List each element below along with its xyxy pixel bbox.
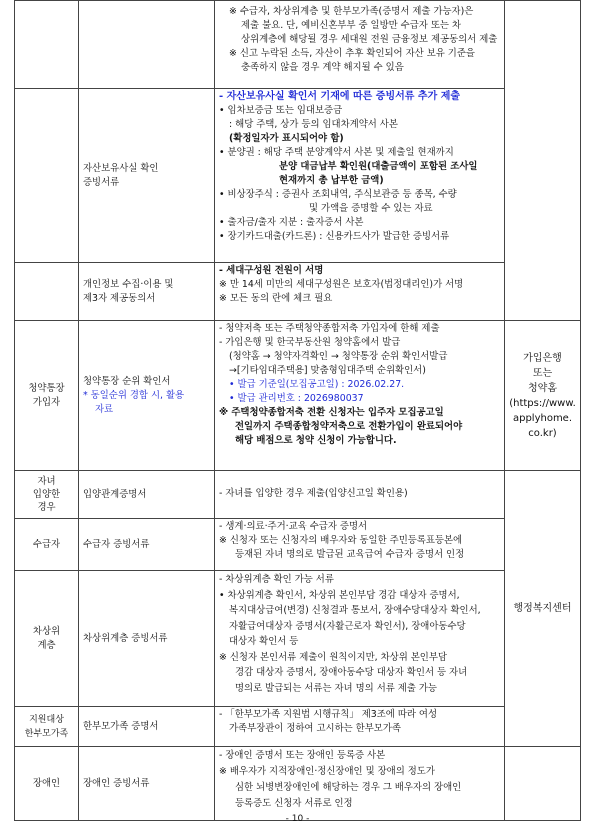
description-cell-adoption (215, 471, 505, 519)
doc-note: 자료 (95, 403, 114, 415)
desc-line: 명의로 발급되는 서류는 자녀 명의 서류 제출 가능 (235, 682, 437, 694)
category-cell-savings (15, 321, 79, 471)
desc-line: (청약홈 → 청약자격확인 → 청약통장 순위 확인서발급 (229, 351, 448, 362)
desc-line: ※ 수급자, 차상위계층 및 한부모가족(증명서 제출 가능자)은 (229, 6, 474, 17)
document-cell-empty (79, 1, 215, 89)
desc-line: - 장애인 증명서 또는 장애인 등록증 사본 (219, 750, 386, 761)
doc-name: 입양관계증명서 (83, 488, 147, 500)
doc-name: 개인정보 수집·이용 및 (83, 278, 174, 290)
category-cell-adoption (15, 471, 79, 519)
desc-line: - 생계·의료·주거·교육 수급자 증명서 (219, 521, 368, 532)
desc-line: 등록증도 신청자 서류로 인정 (235, 798, 353, 809)
issuer-line: 청약홈 (528, 382, 557, 394)
issuer-line: 가입은행 (523, 352, 562, 364)
desc-line: ※ 신청자 본인서류 제출이 원칙이지만, 차상위 본인부담 (219, 651, 447, 663)
desc-line: - 자녀를 입양한 경우 제출(입양신고일 확인용) (219, 488, 408, 499)
issuer-line: 행정복지센터 (513, 602, 572, 614)
desc-line: • 비상장주식 : 증권사 조회내역, 주식보관증 등 종목, 수량 (219, 189, 457, 200)
desc-line: 전일까지 주택종합청약저축으로 전환가입이 완료되어야 (235, 421, 463, 432)
desc-line: 현재까지 총 납부한 금액) (279, 175, 384, 186)
description-cell-recipient (215, 519, 505, 571)
required-documents-table (14, 0, 581, 821)
document-cell-savings (79, 321, 215, 471)
description-cell-disabled (215, 747, 505, 821)
desc-line: • 분양권 : 해당 주택 분양계약서 사본 및 제출일 현재까지 (219, 147, 454, 158)
desc-line: - 세대구성원 전원이 서명 (219, 265, 324, 276)
issuer-cell (505, 1, 581, 321)
table-row-privacy (15, 263, 581, 321)
document-cell-disabled (79, 747, 215, 821)
category-cell-recipient (15, 519, 79, 571)
desc-line: 경감 대상자 증명서, 장애아동수당 대상자 확인서 등 자녀 (235, 667, 468, 678)
document-cell-asset (79, 89, 215, 263)
issuer-line: 또는 (532, 367, 553, 379)
category-label: 입양한 (32, 489, 61, 500)
desc-line: • 임차보증금 또는 임대보증금 (219, 105, 343, 116)
document-table-wrapper (14, 0, 580, 821)
desc-line: • 출자금/출자 지분 : 출자증서 사본 (219, 217, 364, 228)
document-cell-adoption (79, 471, 215, 519)
desc-line: 가족부장관이 정하여 고시하는 한부모가족 (229, 723, 401, 734)
doc-name: 수급자 증빙서류 (83, 538, 150, 550)
desc-line: • 장기카드대출(카드론) : 신용카드사가 발급한 증빙서류 (219, 231, 450, 242)
table-row-nearpoor (15, 571, 581, 707)
issuer-cell-empty (505, 747, 581, 821)
doc-name: 자산보유사실 확인 (83, 162, 159, 174)
desc-line: • 차상위계층 확인서, 차상위 본인부담 경감 대상자 증명서, (219, 589, 460, 601)
category-cell-nearpoor (15, 571, 79, 707)
desc-line: ※ 신청자 또는 신청자의 배우자와 동일한 주민등록표등본에 (219, 535, 463, 546)
description-cell-privacy (215, 263, 505, 321)
doc-note: * 동일순위 경합 시, 활용 (83, 389, 185, 401)
desc-line: (확정일자가 표시되어야 함) (229, 133, 344, 144)
table-row-asset (15, 89, 581, 263)
document-cell-nearpoor (79, 571, 215, 707)
description-cell-single-parent (215, 707, 505, 747)
desc-line: 상위계층에 해당될 경우 세대원 전원 금융정보 제공동의서 제출 (241, 34, 498, 45)
desc-line: : 해당 주택, 상가 등의 임대차계약서 사본 (229, 119, 398, 130)
desc-line: - 차상위계층 확인 가능 서류 (219, 574, 334, 585)
doc-name: 한부모가족 증명서 (83, 720, 159, 732)
desc-line: 자활급여대상자 증명서(자활근로자 확인서), 장애아동수당 (229, 620, 466, 632)
desc-line: 복지대상급여(변경) 신청결과 통보서, 장애수당대상자 확인서, (229, 605, 481, 616)
category-label: 수급자 (32, 538, 61, 550)
desc-line: ※ 신고 누락된 소득, 자산이 추후 확인되어 자산 보유 기준을 (229, 48, 475, 59)
desc-line: 해당 배점으로 청약 신청이 가능합니다. (235, 435, 397, 446)
category-label: 한부모가족 (24, 728, 69, 739)
desc-line: ※ 주택청약종합저축 전환 신청자는 입주자 모집공고일 (219, 407, 444, 418)
table-row-continuation (15, 1, 581, 89)
description-cell (215, 1, 505, 89)
desc-line: 등재된 자녀 명의로 발급된 교육급여 수급자 증명서 인정 (235, 549, 465, 560)
desc-line: 충족하지 않을 경우 계약 해지될 수 있음 (241, 62, 404, 73)
desc-line: ※ 모든 동의 란에 체크 필요 (219, 293, 333, 304)
desc-line: - 청약저축 또는 주택청약종합저축 가입자에 한해 제출 (219, 323, 440, 334)
category-label: 경우 (37, 502, 56, 513)
table-row-adoption (15, 471, 581, 519)
category-label: 차상위 (32, 625, 61, 637)
desc-line: - 「한부모가족 지원법 시행규칙」 제3조에 따라 여성 (219, 709, 438, 720)
document-cell-recipient (79, 519, 215, 571)
category-label: 청약통장 (28, 382, 65, 394)
doc-name: 제3자 제공동의서 (83, 292, 156, 304)
category-cell-empty (15, 263, 79, 321)
desc-line: - 가입은행 및 한국부동산원 청약홈에서 발급 (219, 337, 401, 348)
issuer-cell-welfare (505, 471, 581, 747)
page-number: - 10 - (285, 814, 310, 824)
desc-line: 심한 뇌병변장애인에 해당하는 경우 그 배우자의 장애인 (235, 782, 462, 793)
issuer-line: (https://www. (509, 397, 576, 409)
desc-line: 및 가액을 증명할 수 있는 자료 (309, 203, 433, 214)
issuer-line: applyhome. (512, 412, 573, 424)
table-row-disabled (15, 747, 581, 821)
desc-line: →[기타임대주택용] 맞춤형임대주택 순위확인서) (229, 365, 426, 376)
desc-line: ※ 만 14세 미만의 세대구성원은 보호자(법정대리인)가 서명 (219, 279, 464, 290)
doc-name: 장애인 증빙서류 (83, 777, 150, 789)
description-cell-nearpoor (215, 571, 505, 707)
category-label: 지원대상 (29, 714, 64, 725)
document-cell-single-parent (79, 707, 215, 747)
desc-line: 대상자 확인서 등 (229, 636, 299, 647)
category-cell-empty (15, 89, 79, 263)
category-cell-disabled (15, 747, 79, 821)
table-row-single-parent (15, 707, 581, 747)
category-label: 계층 (37, 639, 56, 651)
table-row-recipient (15, 519, 581, 571)
issuer-line: co.kr) (528, 427, 557, 439)
category-cell-empty (15, 1, 79, 89)
description-cell-savings (215, 321, 505, 471)
category-label: 가입자 (32, 396, 61, 408)
desc-line-issue-number: • 발급 관리번호 : 2026980037 (229, 393, 364, 404)
doc-name: 증빙서류 (83, 176, 120, 188)
desc-line: 제출 불요. 단, 예비신혼부부 중 일방만 수급자 또는 차 (241, 20, 461, 31)
doc-name: 청약통장 순위 확인서 (83, 375, 171, 387)
category-cell-single-parent (15, 707, 79, 747)
description-cell-asset (215, 89, 505, 263)
table-row-savings (15, 321, 581, 471)
document-cell-privacy (79, 263, 215, 321)
desc-line: 분양 대금납부 확인원(대출금액이 포함된 조사일 (279, 161, 478, 172)
issuer-cell-applyhome (505, 321, 581, 471)
desc-title: - 자산보유사실 확인서 기재에 따른 증빙서류 추가 제출 (219, 91, 461, 102)
doc-name: 차상위계층 증빙서류 (83, 632, 168, 644)
desc-line-issue-date: • 발급 기준일(모집공고일) : 2026.02.27. (229, 379, 405, 390)
desc-line: ※ 배우자가 지적장애인·정신장애인 및 장애의 정도가 (219, 766, 435, 777)
category-label: 자녀 (37, 476, 56, 487)
category-label: 장애인 (32, 777, 61, 789)
